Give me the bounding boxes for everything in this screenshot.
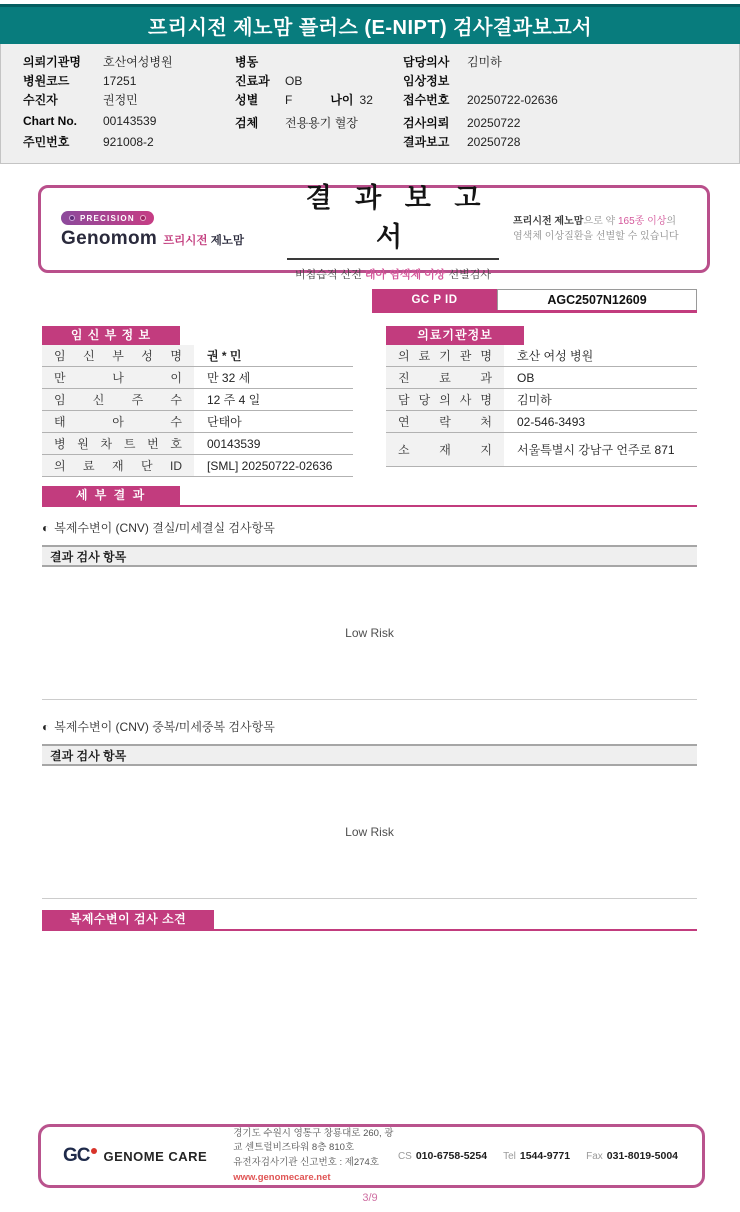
info-tables [42, 326, 697, 477]
gcp-id-value: AGC2507N12609 [497, 289, 697, 310]
info-row: 병원코드 17251 [23, 74, 137, 88]
mother-info-title: 임 신 부 정 보 [42, 326, 180, 345]
patient-info-col1 [23, 53, 235, 152]
clinic-info-table [386, 326, 697, 477]
table-row: 의 료 재 단 ID [SML] 20250722-02636 [42, 455, 353, 477]
info-row: 결과보고 20250728 [403, 135, 521, 149]
page-title: 프리시전 제노맘 플러스 (E-NIPT) 검사결과보고서 [147, 17, 593, 39]
red-dot-icon [91, 1148, 97, 1154]
table-row: 진 료 과 OB [386, 367, 697, 389]
footer-address-block [233, 1127, 398, 1186]
table-row: 담 당 의 사 명 김미하 [386, 389, 697, 411]
gcp-id-row [372, 289, 697, 313]
cnv-duplication-heading: ◐ 복제수변이 (CNV) 중복/미세중복 검사항목 [42, 719, 275, 734]
info-row: 검사의뢰 20250722 [403, 116, 521, 130]
table-row: 임 신 주 수 12 주 4 일 [42, 389, 353, 411]
half-circle-icon: ◐ [42, 719, 50, 734]
cnv-deletion-heading: ◐ 복제수변이 (CNV) 결실/미세결실 검사항목 [42, 520, 275, 535]
info-row: 검체 전용용기 혈장 [235, 116, 358, 130]
detail-results-title: 세 부 결 과 [42, 486, 180, 505]
table-row: 소 재 지 서울특별시 강남구 언주로 871 [386, 433, 697, 467]
report-main-title-block [273, 176, 513, 282]
result-value: Low Risk [345, 825, 394, 839]
mother-info-table [42, 326, 353, 477]
footer-contacts: CS 010-6758-5254 Tel 1544-9771 Fax 031-8019-5004 [397, 1150, 678, 1162]
table-row: 만 나 이 만 32 세 [42, 367, 353, 389]
info-row: 주민번호 921008-2 [23, 135, 154, 149]
footer-address: 경기도 수원시 영통구 창룡대로 260, 광교 센트럴비즈타워 8층 810호 [233, 1127, 394, 1154]
info-row: 병동 [235, 55, 259, 69]
report-main-title: 결 과 보 고 서 [305, 183, 489, 252]
report-subtitle: 비침습적 산전 태아 염색체 이상 선별검사 [295, 269, 491, 281]
table-row: 의 료 기 관 명 호산 여성 병원 [386, 345, 697, 367]
genomom-brand-logo [61, 208, 273, 250]
cnv-deletion-result [42, 567, 697, 700]
footer-company-name: GENOME CARE [103, 1148, 208, 1164]
cnv-opinion-title: 복제수변이 검사 소견 [42, 910, 214, 929]
page-number: 3/9 [362, 1192, 378, 1204]
patient-info-col3 [403, 53, 719, 152]
info-row: 임상정보 [403, 74, 450, 88]
detail-results-header [42, 486, 697, 507]
table-row: 태 아 수 단태아 [42, 411, 353, 433]
brand-sub-pink: 프리시전 [163, 235, 208, 247]
info-row: 수진자 권정민 [23, 93, 138, 107]
cnv-opinion-header [42, 910, 697, 931]
footer-box [38, 1124, 705, 1188]
result-value: Low Risk [345, 626, 394, 640]
result-column-header: 결과 검사 항목 [42, 545, 697, 567]
table-row: 임 신 부 성 명 권 * 민 [42, 345, 353, 367]
report-tagline: 프리시전 제노맘으로 약 165종 이상의 염색체 이상질환을 선별할 수 있습니다 [513, 215, 679, 242]
table-row: 병 원 차 트 번 호 00143539 [42, 433, 353, 455]
report-header-box [38, 183, 710, 281]
result-column-header: 결과 검사 항목 [42, 744, 697, 766]
genome-care-logo-icon: GC GENOME CARE [63, 1145, 208, 1166]
footer-website: www.genomecare.net [233, 1171, 331, 1183]
brand-name: Genomom [61, 228, 158, 249]
info-row: 담당의사 김미하 [403, 55, 502, 69]
patient-info-col2 [235, 53, 403, 152]
footer-registration: 유전자검사기관 신고번호 : 제274호 [233, 1157, 379, 1168]
brand-sub-dark: 제노맘 [207, 235, 245, 247]
badge-dot-icon [69, 215, 75, 221]
half-circle-icon: ◐ [42, 520, 50, 535]
badge-dot-icon [140, 215, 146, 221]
patient-info-block [0, 44, 740, 164]
info-row: 의뢰기관명 호산여성병원 [23, 55, 173, 69]
info-row: 접수번호 20250722-02636 [403, 93, 558, 107]
cnv-duplication-result [42, 766, 697, 899]
clinic-info-title: 의료기관정보 [386, 326, 524, 345]
info-row: 성별 F 나이 32 [235, 93, 373, 107]
table-row: 연 락 처 02-546-3493 [386, 411, 697, 433]
gcp-id-label: GC P ID [372, 289, 497, 310]
info-row: 진료과 OB [235, 74, 303, 88]
report-title-banner [0, 4, 740, 44]
precision-badge-icon: PRECISION [61, 211, 154, 225]
title-underline [287, 258, 499, 260]
info-row: Chart No. 00143539 [23, 114, 157, 128]
